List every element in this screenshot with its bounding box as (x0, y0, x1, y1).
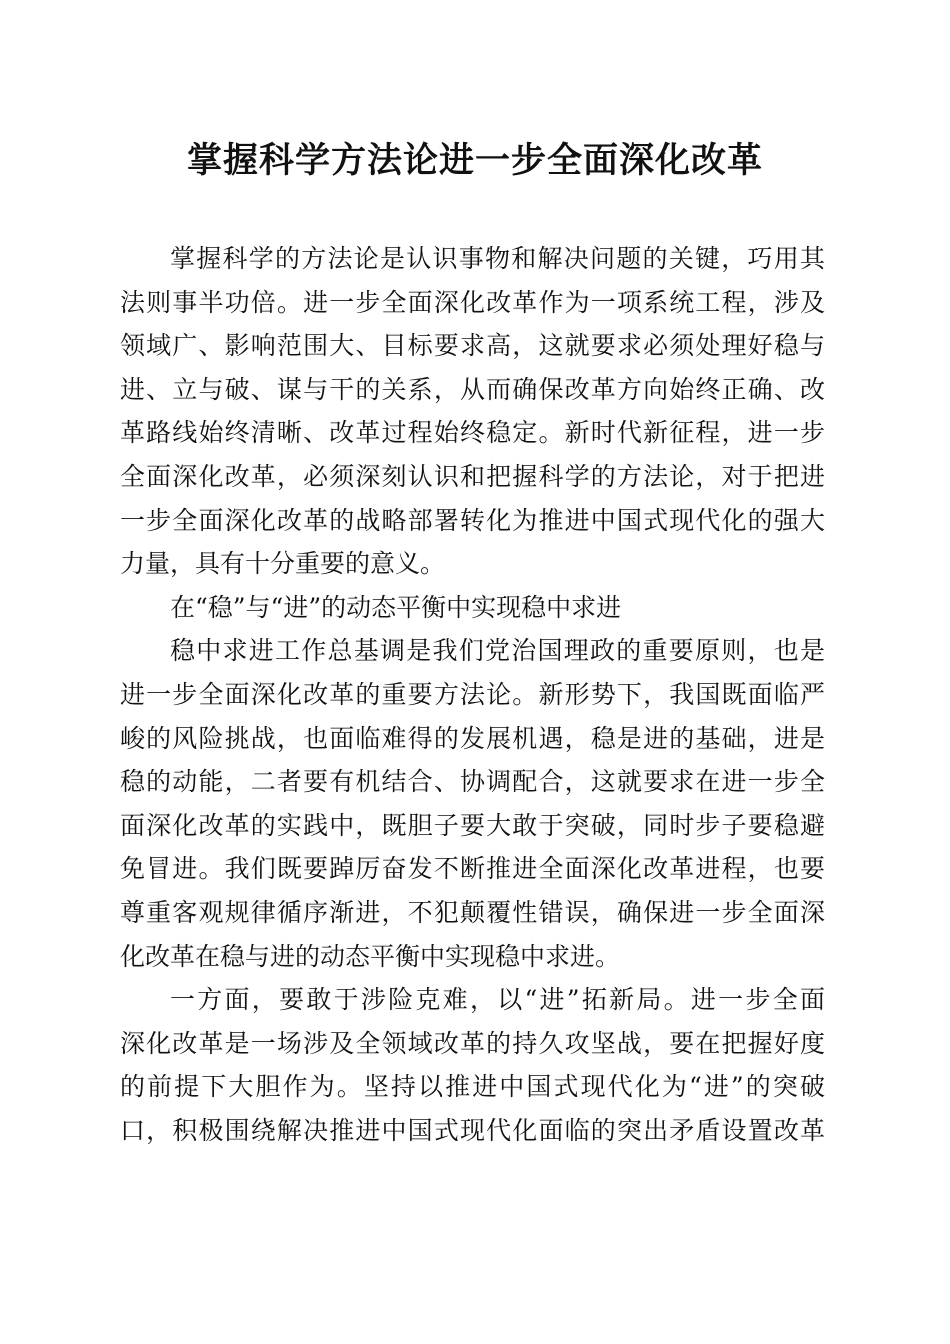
paragraph-line: 法则事半功倍。进一步全面深化改革作为一项系统工程，涉及 (120, 287, 825, 317)
paragraph-line: 免冒进。我们既要踔厉奋发不断推进全面深化改革进程，也要 (120, 854, 825, 884)
paragraph-line: 尊重客观规律循序渐进，不犯颠覆性错误，确保进一步全面深 (120, 897, 825, 927)
section-heading: 在“稳”与“进”的动态平衡中实现稳中求进 (170, 592, 622, 622)
paragraph-line: 稳的动能，二者要有机结合、协调配合，这就要求在进一步全 (120, 767, 825, 797)
paragraph-line: 面深化改革的实践中，既胆子要大敢于突破，同时步子要稳避 (120, 810, 825, 840)
paragraph-line: 进一步全面深化改革的重要方法论。新形势下，我国既面临严 (120, 679, 825, 709)
paragraph-line: 革路线始终清晰、改革过程始终稳定。新时代新征程，进一步 (120, 418, 825, 448)
document-title: 掌握科学方法论进一步全面深化改革 (186, 140, 763, 181)
paragraph-line: 领域广、影响范围大、目标要求高，这就要求必须处理好稳与 (120, 331, 825, 361)
paragraph-line: 口，积极围绕解决推进中国式现代化面临的突出矛盾设置改革 (120, 1115, 825, 1145)
paragraph-line: 全面深化改革，必须深刻认识和把握科学的方法论，对于把进 (120, 461, 825, 491)
paragraph-line: 的前提下大胆作为。坚持以推进中国式现代化为“进”的突破 (120, 1072, 825, 1102)
paragraph-line: 一步全面深化改革的战略部署转化为推进中国式现代化的强大 (120, 505, 825, 535)
paragraph-line: 力量，具有十分重要的意义。 (120, 549, 446, 579)
paragraph-line: 化改革在稳与进的动态平衡中实现稳中求进。 (120, 941, 621, 971)
paragraph-line: 稳中求进工作总基调是我们党治国理政的重要原则，也是 (170, 636, 825, 666)
paragraph-line: 深化改革是一场涉及全领域改革的持久攻坚战，要在把握好度 (120, 1028, 825, 1058)
paragraph-line: 峻的风险挑战，也面临难得的发展机遇，稳是进的基础，进是 (120, 723, 825, 753)
paragraph-line: 进、立与破、谋与干的关系，从而确保改革方向始终正确、改 (120, 374, 825, 404)
document-body (120, 237, 825, 1152)
paragraph-line: 掌握科学的方法论是认识事物和解决问题的关键，巧用其 (170, 244, 825, 273)
paragraph-line: 一方面，要敢于涉险克难，以“进”拓新局。进一步全面 (170, 985, 825, 1015)
